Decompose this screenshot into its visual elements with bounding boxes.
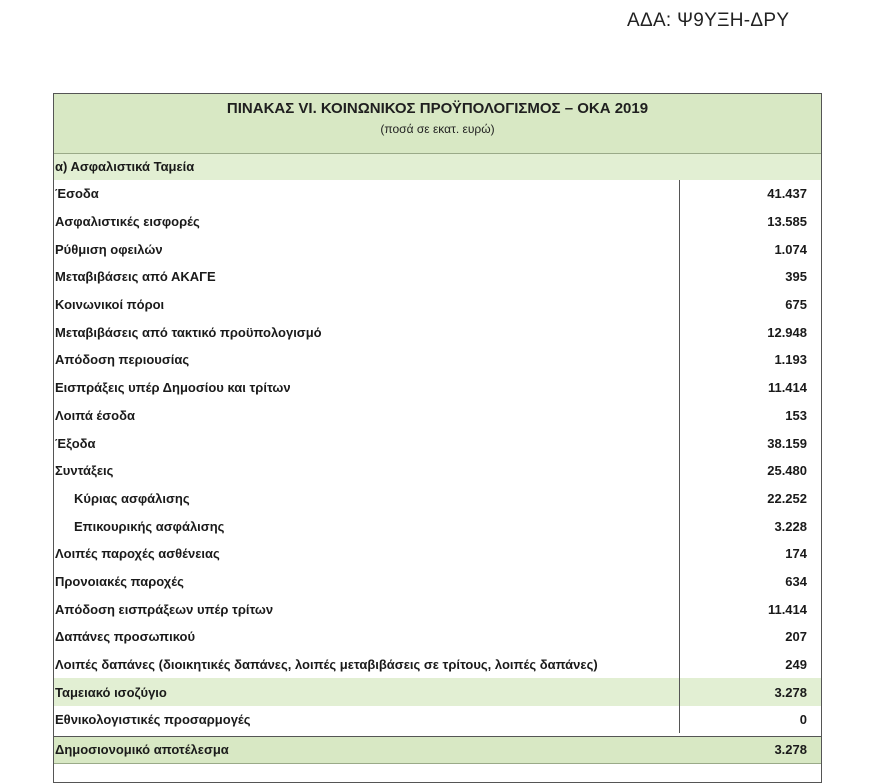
table-row xyxy=(54,318,821,346)
row-label: Συντάξεις xyxy=(55,463,114,479)
row-value: 153 xyxy=(785,407,807,423)
row-label: Κοινωνικοί πόροι xyxy=(55,297,165,313)
row-value: 0 xyxy=(799,712,807,728)
table-row xyxy=(54,568,821,596)
row-value: 249 xyxy=(785,657,807,673)
row-value: 11.414 xyxy=(767,380,807,396)
table-row xyxy=(54,235,821,263)
table-row xyxy=(54,291,821,319)
table-row xyxy=(54,208,821,236)
row-value: 13.585 xyxy=(767,214,807,230)
row-value: 174 xyxy=(785,546,807,562)
row-value: 11.414 xyxy=(767,601,807,617)
section-heading: α) Ασφαλιστικά Ταμεία xyxy=(54,154,821,180)
table-row xyxy=(54,402,821,430)
row-label: Έσοδα xyxy=(55,186,99,202)
row-value: 207 xyxy=(785,629,807,645)
ada-code: ΑΔΑ: Ψ9ΥΞΗ-ΔΡΥ xyxy=(627,10,790,31)
table-row xyxy=(54,263,821,291)
table-row-fiscal-result xyxy=(54,736,821,764)
table-row xyxy=(54,457,821,485)
row-value: 22.252 xyxy=(767,490,807,506)
row-value: 41.437 xyxy=(767,186,807,202)
table-row xyxy=(54,595,821,623)
row-label: Μεταβιβάσεις από ΑΚΑΓΕ xyxy=(55,269,216,285)
row-label: Ρύθμιση οφειλών xyxy=(55,241,163,257)
row-label: Εισπράξεις υπέρ Δημοσίου και τρίτων xyxy=(55,380,291,396)
row-label: Λοιπές δαπάνες (διοικητικές δαπάνες, λοιπές μεταβιβάσεις σε τρίτους, λοιπές δαπάνες) xyxy=(55,657,598,673)
row-label: Ταμειακό ισοζύγιο xyxy=(55,684,167,700)
table-title: ΠΙΝΑΚΑΣ VI. ΚΟΙΝΩΝΙΚΟΣ ΠΡΟΫΠΟΛΟΓΙΣΜΟΣ – ΟΚΑ 2019 xyxy=(226,100,649,117)
table-header xyxy=(54,94,821,154)
row-value: 634 xyxy=(785,573,807,589)
row-value: 3.228 xyxy=(774,518,807,534)
row-value: 675 xyxy=(785,297,807,313)
table-row xyxy=(54,706,821,734)
row-value: 1.074 xyxy=(774,241,807,257)
table-subtitle: (ποσά σε εκατ. ευρώ) xyxy=(380,122,495,136)
row-label: Μεταβιβάσεις από τακτικό προϋπολογισμό xyxy=(55,324,322,340)
row-label: Προνοιακές παροχές xyxy=(55,573,184,589)
row-label: Εθνικολογιστικές προσαρμογές xyxy=(55,712,251,728)
table-row xyxy=(54,374,821,402)
row-label: Κύριας ασφάλισης xyxy=(74,490,190,506)
social-budget-table xyxy=(53,93,822,783)
table-row xyxy=(54,485,821,513)
row-value: 1.193 xyxy=(774,352,807,368)
row-label: Ασφαλιστικές εισφορές xyxy=(55,214,200,230)
table-row xyxy=(54,346,821,374)
row-value: 38.159 xyxy=(767,435,807,451)
row-label: Απόδοση εισπράξεων υπέρ τρίτων xyxy=(55,601,274,617)
table-row xyxy=(54,512,821,540)
row-value: 3.278 xyxy=(774,684,807,700)
table-row xyxy=(54,651,821,679)
row-label: Δαπάνες προσωπικού xyxy=(55,629,196,645)
result-label: Δημοσιονομικό αποτέλεσμα xyxy=(55,742,229,757)
result-value: 3.278 xyxy=(774,742,807,757)
row-label: Λοιπές παροχές ασθένειας xyxy=(55,546,220,562)
row-value: 25.480 xyxy=(767,463,807,479)
column-divider xyxy=(679,180,680,733)
row-label: Έξοδα xyxy=(55,435,96,451)
row-value: 12.948 xyxy=(767,324,807,340)
row-label: Απόδοση περιουσίας xyxy=(55,352,190,368)
table-row-expenses xyxy=(54,429,821,457)
table-row xyxy=(54,623,821,651)
row-label: Λοιπά έσοδα xyxy=(55,407,135,423)
row-value: 395 xyxy=(785,269,807,285)
table-row xyxy=(54,540,821,568)
table-row-cash-balance xyxy=(54,678,821,706)
table-rows xyxy=(54,180,821,734)
table-row-revenue xyxy=(54,180,821,208)
row-label: Επικουρικής ασφάλισης xyxy=(74,518,225,534)
